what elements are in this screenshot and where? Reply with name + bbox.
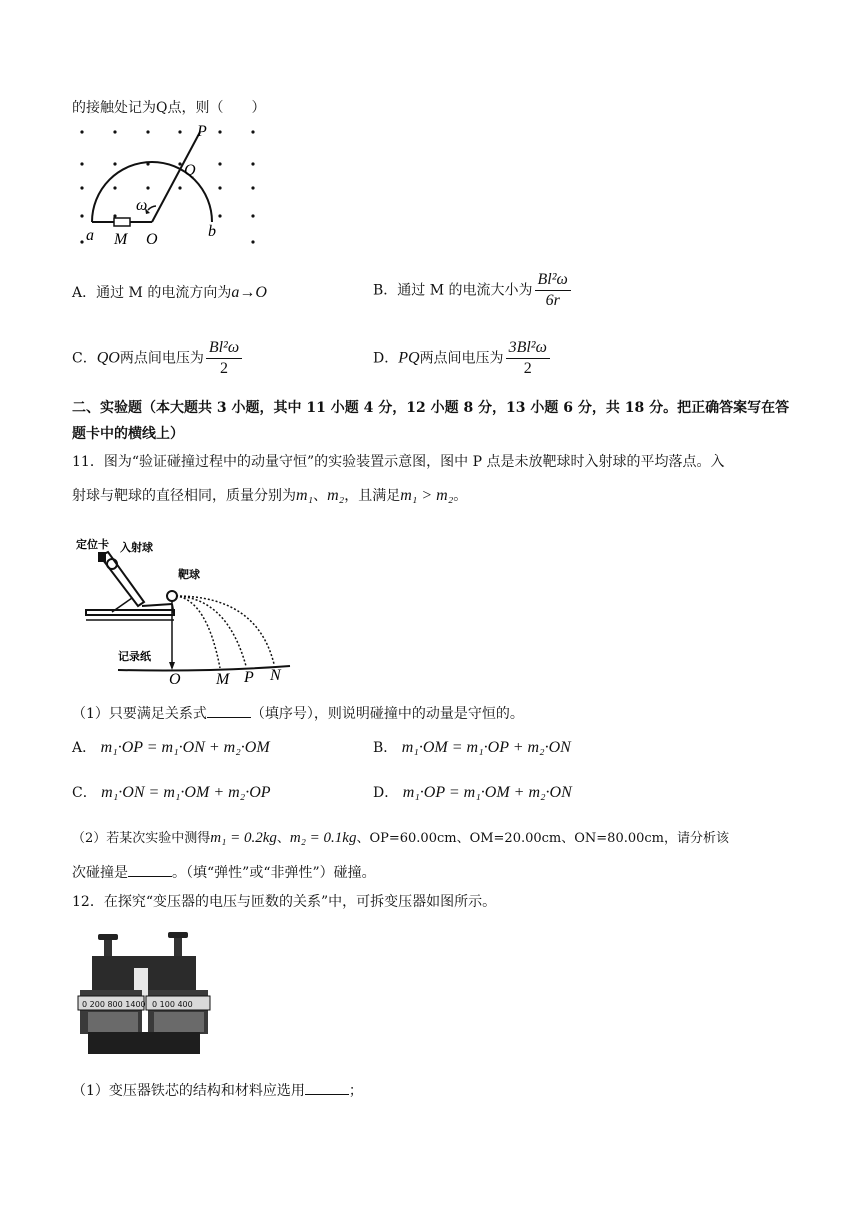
- answer-blank-3[interactable]: [305, 1080, 349, 1095]
- label-a: a: [86, 227, 94, 244]
- label-N2: N: [270, 667, 281, 684]
- label-Q: Q: [184, 162, 196, 179]
- answer-blank-1[interactable]: [207, 703, 251, 718]
- figure-collision-apparatus: [72, 534, 294, 686]
- trajectory-P: [176, 596, 246, 666]
- transformer-photo: [74, 928, 214, 1058]
- label-P2: P: [244, 669, 254, 686]
- intro-line: 的接触处记为Q点，则（ ）: [72, 100, 266, 116]
- scale-right: 0 100 400: [152, 1000, 193, 1009]
- q11-line1: 11．图为“验证碰撞过程中的动量守恒”的实验装置示意图，图中 P 点是未放靶球时入射球的平均落点。入: [72, 454, 725, 470]
- section-heading: 二、实验题（本大题共 3 小题，其中 11 小题 4 分，12 小题 8 分，13 小题 6 分，共 18 分。把正确答案写在答: [72, 400, 790, 416]
- label-omega: ω: [136, 197, 148, 214]
- label-P: P: [197, 123, 207, 140]
- label-O2: O: [169, 671, 181, 686]
- q11-sub2: （2）若某次实验中测得m₁ = 0.2kg、m₂ = 0.1kg、OP=60.00cm、OM=20.00cm、ON=80.00cm，请分析该: [72, 830, 730, 846]
- option-C: C．QO两点间电压为 $\frac{\text{Bl²ω}}{2}$: [72, 338, 242, 379]
- omega-arrow-icon: [148, 206, 156, 210]
- q11-line2: 射球与靶球的直径相同，质量分别为m₁、m₂，且满足m₁ > m₂。: [72, 487, 468, 504]
- q11-option-D: D． m₁·OP = m₁·OM + m₂·ON: [373, 784, 572, 801]
- label-target: 靶球: [178, 568, 200, 581]
- option-D: D．PQ两点间电压为 $\frac{\text{3Bl²ω}}{2}$: [373, 338, 550, 379]
- trajectory-M: [176, 596, 220, 668]
- option-B: B．通过 M 的电流大小为 $\frac{\text{Bl²ω}}{6r}$: [373, 270, 571, 311]
- record-paper: [118, 666, 290, 671]
- locator-card: [98, 552, 106, 562]
- field-dots: [80, 130, 254, 243]
- q11-option-B: B． m₁·OM = m₁·OP + m₂·ON: [373, 739, 571, 756]
- q11-option-A: A． m₁·OP = m₁·ON + m₂·OM: [72, 739, 270, 756]
- label-b: b: [208, 223, 216, 240]
- q11-sub2-line2: 次碰撞是 。（填“弹性”或“非弹性”）碰撞。: [72, 862, 376, 883]
- q11-option-C: C． m₁·ON = m₁·OM + m₂·OP: [72, 784, 271, 801]
- q11-sub1: （1）只要满足关系式 （填序号），则说明碰撞中的动量是守恒的。: [72, 703, 524, 724]
- trajectory-N: [176, 596, 274, 664]
- table: [86, 610, 174, 615]
- q12-line1: 12．在探究“变压器的电压与匝数的关系”中，可拆变压器如图所示。: [72, 894, 497, 910]
- ramp: [100, 552, 144, 606]
- q12-sub1: （1）变压器铁芯的结构和材料应选用 ；: [72, 1080, 363, 1101]
- option-A: A．通过 M 的电流方向为a→O: [72, 284, 267, 301]
- label-incident: 入射球: [120, 541, 153, 554]
- answer-blank-2[interactable]: [128, 862, 172, 877]
- label-paper: 记录纸: [118, 650, 151, 663]
- target-ball: [167, 591, 177, 601]
- label-M2: M: [216, 671, 230, 686]
- label-M: M: [114, 231, 128, 248]
- resistor-M: [114, 218, 130, 226]
- label-card: 定位卡: [76, 538, 109, 551]
- section-heading-line2: 题卡中的横线上）: [72, 426, 184, 442]
- scale-left: 0 200 800 1400: [82, 1000, 146, 1009]
- figure-rotating-rod: [70, 122, 270, 252]
- label-O: O: [146, 231, 158, 248]
